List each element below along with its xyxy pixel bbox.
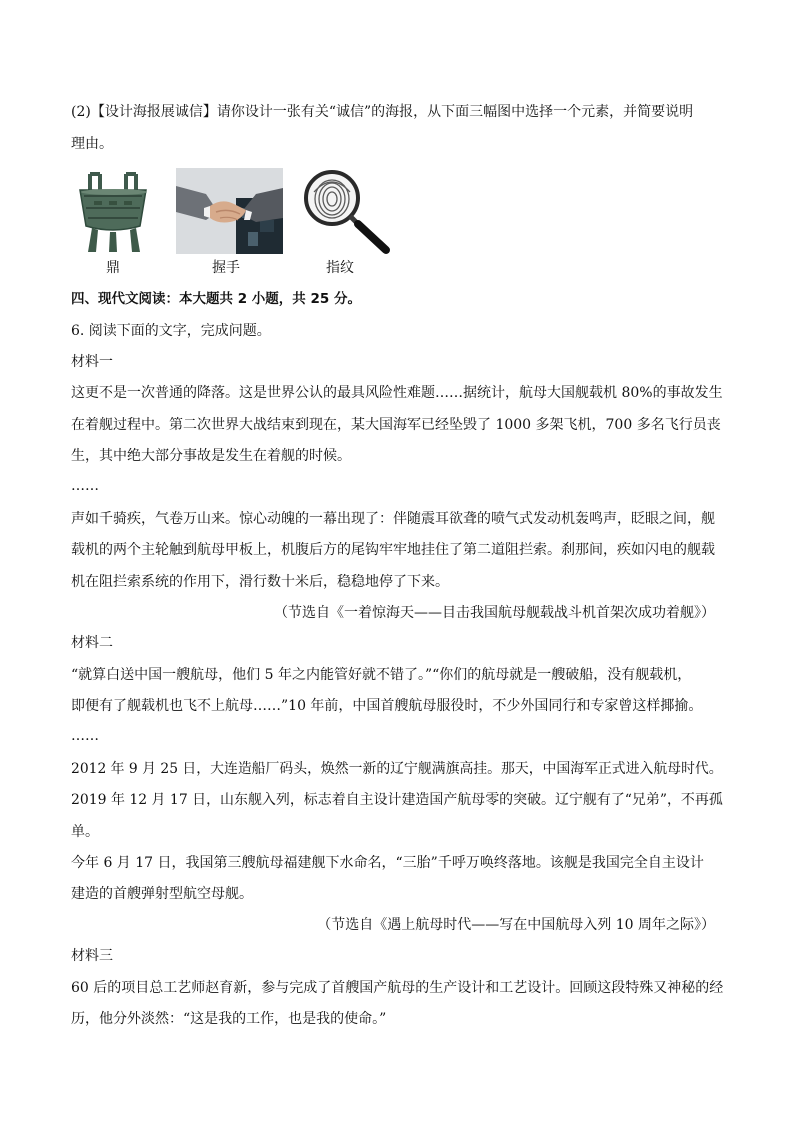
figure-caption-fingerprint: 指纹 [326,260,354,276]
question-2-line-1: (2)【设计海报展诚信】请你设计一张有关“诚信”的海报，从下面三幅图中选择一个元素，并简要说明 [71,104,694,120]
material-1-title: 材料一 [71,354,113,370]
material-3-title: 材料三 [71,948,113,964]
material-2-title: 材料二 [71,635,113,651]
material-1-p1-line-2: 在着舰过程中。第二次世界大战结束到现在，某大国海军已经坠毁了 1000 多架飞机，700 多名飞行员丧 [71,417,721,433]
material-1-p2-line-2: 载机的两个主轮触到航母甲板上，机腹后方的尾钩牢牢地挂住了第二道阻拦索。刹那间，疾如闪电的舰载 [71,542,715,558]
question-2-line-2: 理由。 [71,136,113,152]
material-2-p3-line-2: 建造的首艘弹射型航空母舰。 [71,886,253,902]
material-2-p1-line-2: 即便有了舰载机也飞不上航母……”10 年前，中国首艘航母服役时，不少外国同行和专家曾这样揶揄。 [71,698,703,714]
material-2-p1-line-1: “就算白送中国一艘航母，他们 5 年之内能管好就不错了。”“你们的航母就是一艘破船，没有舰载机， [71,667,692,683]
material-2-ellipsis: …… [71,728,99,744]
fingerprint-magnifier-image [302,168,392,254]
material-1-p1-line-1: 这更不是一次普通的降落。这是世界公认的最具风险性难题……据统计，航母大国舰载机 80%的事故发生 [71,385,723,401]
material-3-p1-line-1: 60 后的项目总工艺师赵育新，参与完成了首艘国产航母的生产设计和工艺设计。回顾这段特殊又神秘的经 [71,980,724,996]
material-2-p2-line-1: 2012 年 9 月 25 日，大连造船厂码头，焕然一新的辽宁舰满旗高挂。那天，中国海军正式进入航母时代。 [71,761,723,777]
material-2-p3-line-1: 今年 6 月 17 日，我国第三艘航母福建舰下水命名，“三胎”千呼万唤终落地。该舰是我国完全自主设计 [71,855,704,871]
material-1-source: （节选自《一着惊海天——目击我国航母舰载战斗机首架次成功着舰》） [274,605,715,621]
material-1-p2-line-3: 机在阻拦索系统的作用下，滑行数十米后，稳稳地停了下来。 [71,574,449,590]
ding-image [74,168,152,254]
section-4-heading: 四、现代文阅读：本大题共 2 小题，共 25 分。 [71,291,361,307]
figure-caption-handshake: 握手 [212,260,240,276]
handshake-image [176,168,283,254]
material-1-ellipsis: …… [71,478,99,494]
question-6-prompt: 6. 阅读下面的文字，完成问题。 [71,323,271,339]
material-2-source: （节选自《遇上航母时代——写在中国航母入列 10 周年之际》） [317,917,715,933]
material-3-p1-line-2: 历，他分外淡然：“这是我的工作，也是我的使命。” [71,1011,387,1027]
material-1-p1-line-3: 生，其中绝大部分事故是发生在着舰的时候。 [71,448,351,464]
material-2-p2-line-3: 单。 [71,824,99,840]
material-1-p2-line-1: 声如千骑疾，气卷万山来。惊心动魄的一幕出现了：伴随震耳欲聋的喷气式发动机轰鸣声，眨眼之间，舰 [71,511,715,527]
figure-caption-ding: 鼎 [106,260,120,276]
material-2-p2-line-2: 2019 年 12 月 17 日，山东舰入列，标志着自主设计建造国产航母零的突破。辽宁舰有了“兄弟”，不再孤 [71,792,723,808]
